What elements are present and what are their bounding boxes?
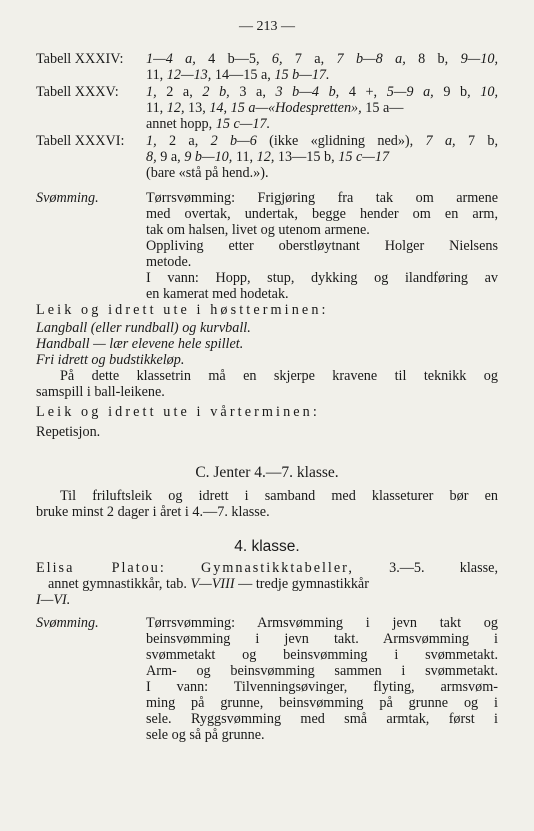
table-ref-line: 1, 2 a, 2 b—6 (ikke «glidning ned»), 7 a, 7 b,: [146, 133, 499, 149]
paragraph-line: sele og så på grunne.: [146, 727, 265, 743]
paragraph-line: Arm- og beinsvømming sammen i svømmetakt.: [146, 663, 498, 679]
autumn-paragraph: [36, 368, 498, 400]
paragraph-line: I vann: Tilvenningsøvinger, flyting, armsvøm-: [146, 679, 498, 695]
autumn-item: Langball (eller rundball) og kurvball.: [36, 320, 251, 336]
paragraph-line: svømmetakt og beinsvømming i svømmetakt.: [146, 647, 498, 663]
paragraph-line: Tørrsvømming: Armsvømming i jevn takt og: [146, 615, 498, 631]
reference-line: [36, 560, 498, 576]
paragraph-line: en kamerat med hodetak.: [146, 286, 289, 302]
section-label: Svømming.: [36, 615, 99, 631]
paragraph-line: ming på grunne, beinsvømming på grunne og i: [146, 695, 498, 711]
table-label: Tabell XXXVI:: [36, 133, 125, 149]
paragraph-line: Oppliving etter oberstløytnant Holger Nielsens: [146, 238, 498, 254]
autumn-item: Fri idrett og budstikkeløp.: [36, 352, 185, 368]
swimming-text: [146, 615, 498, 743]
paragraph-line: beinsvømming i jevn takt. Armsvømming i: [146, 631, 498, 647]
reference-line: I—VI.: [36, 592, 71, 608]
paragraph-line: samspill i ball-leikene.: [36, 384, 165, 400]
reference-classes: 3.—5. klasse,: [389, 560, 498, 576]
paragraph-line: sele. Ryggsvømming med små armtak, først i: [146, 711, 498, 727]
table-ref-text: [146, 133, 498, 181]
reference-block: [36, 560, 498, 608]
table-ref-line: annet hopp, 15 c—17.: [146, 116, 271, 132]
paragraph-line: På dette klassetrin må en skjerpe kravene til teknikk og: [60, 368, 498, 384]
table-ref-line: 11, 12—13, 14—15 a, 15 b—17.: [146, 67, 330, 83]
swimming-section-1: [36, 190, 498, 305]
section-c-heading: C. Jenter 4.—7. klasse.: [195, 464, 339, 481]
section-label: Svømming.: [36, 190, 99, 206]
paragraph-line: I vann: Hopp, stup, dykking og ilandføring av: [146, 270, 498, 286]
paragraph-line: Til friluftsleik og idrett i samband med klasseturer bør en: [60, 488, 498, 504]
autumn-heading: Leik og idrett ute i høstterminen:: [36, 302, 329, 318]
swimming-text: [146, 190, 498, 302]
table-ref-35: [36, 84, 498, 132]
section-c-paragraph: [36, 488, 498, 520]
table-label: Tabell XXXIV:: [36, 51, 124, 67]
table-ref-34: [36, 51, 498, 83]
reference-title: Gymnastikktabeller,: [201, 560, 354, 576]
spring-heading: Leik og idrett ute i vårterminen:: [36, 404, 320, 420]
paragraph-line: Tørrsvømming: Frigjøring fra tak om armene: [146, 190, 498, 206]
table-ref-line: 1—4 a, 4 b—5, 6, 7 a, 7 b—8 a, 8 b, 9—10,: [146, 51, 499, 67]
paragraph-line: tak om halsen, livet og utenom armene.: [146, 222, 370, 238]
table-ref-line: (bare «stå på hend.»).: [146, 165, 269, 181]
class-4-heading: 4. klasse.: [234, 538, 300, 555]
spring-text: Repetisjon.: [36, 424, 101, 440]
table-ref-line: 1, 2 a, 2 b, 3 a, 3 b—4 b, 4 +, 5—9 a, 9 b, 10,: [146, 84, 499, 100]
table-ref-36: [36, 133, 498, 181]
paragraph-line: metode.: [146, 254, 192, 270]
reference-author: Elisa Platou:: [36, 560, 166, 576]
table-ref-line: 8, 9 a, 9 b—10, 11, 12, 13—15 b, 15 c—17: [146, 149, 390, 165]
table-label: Tabell XXXV:: [36, 84, 119, 100]
reference-line: annet gymnastikkår, tab. V—VIII — tredje gymnastikkår: [48, 576, 369, 592]
paragraph-line: med overtak, undertak, begge hender om en arm,: [146, 206, 498, 222]
autumn-item: Handball — lær elevene hele spillet.: [36, 336, 244, 352]
page-number: — 213 —: [239, 19, 295, 34]
table-ref-text: [146, 84, 498, 132]
table-ref-line: 11, 12, 13, 14, 15 a—«Hodespretten», 15 a—: [146, 100, 404, 116]
table-ref-text: [146, 51, 498, 83]
paragraph-line: bruke minst 2 dager i året i 4.—7. klasse.: [36, 504, 270, 520]
swimming-section-2: [36, 615, 498, 745]
